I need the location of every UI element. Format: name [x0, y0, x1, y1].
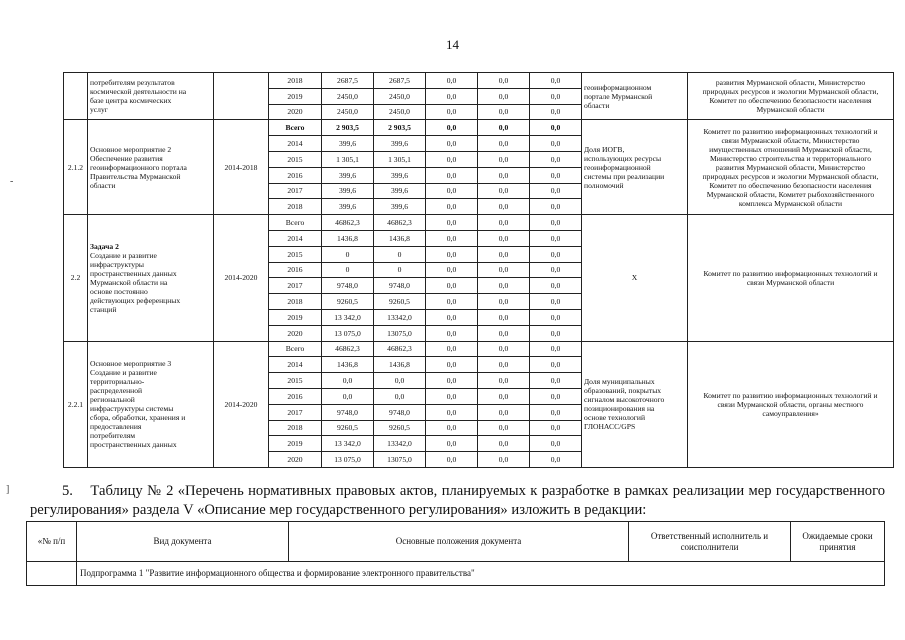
value-cell: 1 305,1 — [322, 151, 374, 167]
value-cell: 0,0 — [426, 262, 478, 278]
period: 2014-2020 — [214, 341, 269, 467]
target-indicator-line: геоинформационной — [584, 162, 651, 172]
year-cell: Всего — [269, 341, 322, 357]
value-cell: 9748,0 — [374, 278, 426, 294]
responsible-executor-line: Комитет по обеспечению безопасности населения — [709, 180, 872, 190]
year-cell: 2019 — [269, 436, 322, 452]
value-cell: 0,0 — [530, 373, 582, 389]
value-cell: 0,0 — [530, 104, 582, 120]
value-cell: 0,0 — [478, 199, 530, 215]
activity-name-line: сбора, обработки, хранения и — [90, 413, 186, 423]
responsible-executor-line: Мурманской области — [756, 105, 825, 115]
year-cell: 2015 — [269, 151, 322, 167]
value-cell: 399,6 — [322, 183, 374, 199]
year-cell: Всего — [269, 215, 322, 231]
value-cell: 2687,5 — [322, 73, 374, 89]
value-cell: 0,0 — [426, 136, 478, 152]
program-activities-table — [63, 72, 894, 468]
paragraph-5: 5. Таблицу № 2 «Перечень нормативных правовых актов, планируемых к разработке в рамках реализации мер государственного регулирования» раздела V «Описание мер государственного регулирования» изложить в редакции: — [30, 483, 885, 518]
activity-name-line: Основное мероприятие 3 — [90, 359, 172, 369]
value-cell: 0,0 — [426, 373, 478, 389]
year-cell: 2014 — [269, 136, 322, 152]
target-indicator-line: системы при реализации — [584, 171, 665, 181]
value-cell: 9260,5 — [322, 420, 374, 436]
activity-name-line: потребителям результатов — [90, 78, 175, 88]
value-cell: 0,0 — [478, 167, 530, 183]
responsible-executor-line: комплекса Мурманской области — [738, 198, 843, 208]
value-cell: 9748,0 — [374, 404, 426, 420]
value-cell: 0,0 — [426, 151, 478, 167]
value-cell: 13 342,0 — [322, 309, 374, 325]
value-cell: 0,0 — [426, 309, 478, 325]
year-cell: 2018 — [269, 199, 322, 215]
value-cell: 399,6 — [374, 167, 426, 183]
value-cell: 0,0 — [322, 373, 374, 389]
value-cell: 0,0 — [426, 167, 478, 183]
year-cell: 2020 — [269, 104, 322, 120]
responsible-executor-line: Мурманской области, Комитет рыбохозяйственного — [706, 189, 875, 199]
value-cell: 0,0 — [426, 452, 478, 468]
target-indicator-line: основе технологий — [584, 413, 646, 423]
value-cell: 0,0 — [530, 73, 582, 89]
value-cell: 1 305,1 — [374, 151, 426, 167]
period: 2014-2018 — [214, 120, 269, 215]
subprogram-title: Подпрограмма 1 "Развитие информационного общества и формирование электронного правительства" — [77, 562, 885, 586]
value-cell: 0,0 — [530, 151, 582, 167]
value-cell: 399,6 — [322, 167, 374, 183]
value-cell: 0,0 — [426, 230, 478, 246]
year-cell: 2017 — [269, 404, 322, 420]
responsible-executor-line: развития Мурманской области, Министерство — [715, 162, 866, 172]
activity-name — [88, 73, 214, 120]
value-cell: 399,6 — [374, 136, 426, 152]
responsible-executor — [688, 341, 894, 467]
responsible-executor-line: имущественных отношений Мурманской области, — [709, 144, 872, 154]
target-indicator-line: использующих ресурсы — [584, 153, 662, 163]
value-cell: 0,0 — [530, 388, 582, 404]
value-cell: 9260,5 — [322, 294, 374, 310]
target-indicator — [582, 120, 688, 215]
value-cell: 9748,0 — [322, 278, 374, 294]
value-cell: 2450,0 — [374, 104, 426, 120]
target-indicator-line: Доля ИОГВ, — [584, 144, 625, 154]
table-row — [64, 341, 894, 357]
value-cell: 0,0 — [478, 357, 530, 373]
value-cell: 13075,0 — [374, 452, 426, 468]
row-number: 2.2 — [64, 215, 88, 341]
header-deadline: Ожидаемые сроки принятия — [791, 522, 885, 562]
value-cell: 0,0 — [478, 436, 530, 452]
header-num: «№ п/п — [27, 522, 77, 562]
year-cell: 2014 — [269, 357, 322, 373]
activity-name-line: Мурманской области на — [90, 277, 168, 287]
year-cell: 2020 — [269, 325, 322, 341]
responsible-executor-line: развития Мурманской области, Министерство — [715, 78, 866, 88]
responsible-executor-line: Комитет по развитию информационных технологий и — [703, 126, 878, 136]
activity-name-line: инфраструктуры системы — [90, 404, 174, 414]
year-cell: 2015 — [269, 246, 322, 262]
value-cell: 0,0 — [426, 404, 478, 420]
value-cell: 0,0 — [478, 404, 530, 420]
responsible-executor-line: самоуправления» — [762, 408, 819, 418]
table-row — [64, 73, 894, 89]
activity-name-line: инфраструктуры — [90, 259, 144, 269]
value-cell: 0,0 — [530, 167, 582, 183]
activity-name-line: Обеспечение развития — [90, 153, 163, 163]
value-cell: 0,0 — [478, 278, 530, 294]
page-number: 14 — [446, 37, 459, 52]
responsible-executor — [688, 120, 894, 215]
year-cell: 2017 — [269, 278, 322, 294]
target-indicator-line: позиционирования на — [584, 404, 655, 414]
value-cell: 0,0 — [478, 246, 530, 262]
table-row — [64, 215, 894, 231]
target-indicator-line: образований, покрытых — [584, 386, 662, 396]
value-cell: 13075,0 — [374, 325, 426, 341]
subprogram-num-cell — [27, 562, 77, 586]
value-cell: 0,0 — [478, 294, 530, 310]
target-indicator-line: геоинформационном — [584, 82, 652, 92]
activity-name-line: пространственных данных — [90, 268, 177, 278]
year-cell: 2017 — [269, 183, 322, 199]
year-cell: 2019 — [269, 88, 322, 104]
responsible-executor-line: связи Мурманской области, Министерство — [721, 135, 860, 145]
value-cell: 0,0 — [478, 88, 530, 104]
value-cell: 0,0 — [530, 136, 582, 152]
value-cell: 2450,0 — [322, 88, 374, 104]
value-cell: 0,0 — [478, 388, 530, 404]
value-cell: 2450,0 — [374, 88, 426, 104]
period: 2014-2020 — [214, 215, 269, 341]
activity-name-line: основе постоянно — [90, 286, 148, 296]
responsible-executor — [688, 73, 894, 120]
activity-name-line: базе центра космических — [90, 96, 172, 106]
value-cell: 0,0 — [530, 325, 582, 341]
period — [214, 73, 269, 120]
value-cell: 0,0 — [426, 325, 478, 341]
margin-mark-left: - — [10, 176, 14, 187]
value-cell: 0,0 — [478, 341, 530, 357]
value-cell: 0,0 — [530, 357, 582, 373]
activity-name-line: региональной — [90, 395, 135, 405]
value-cell: 0,0 — [426, 341, 478, 357]
responsible-executor-line: природных ресурсов и экологии Мурманской области, — [702, 87, 879, 97]
activity-name-line: космической деятельности на — [90, 87, 187, 97]
value-cell: 0,0 — [530, 183, 582, 199]
value-cell: 46862,3 — [322, 341, 374, 357]
year-cell: 2020 — [269, 452, 322, 468]
year-cell: 2016 — [269, 167, 322, 183]
table2-header-row — [27, 522, 885, 562]
value-cell: 2 903,5 — [374, 120, 426, 136]
header-doc-type: Вид документа — [77, 522, 289, 562]
activity-name-line: территориально- — [90, 377, 145, 387]
value-cell: 0,0 — [478, 325, 530, 341]
year-cell: 2018 — [269, 294, 322, 310]
value-cell: 399,6 — [374, 183, 426, 199]
value-cell: 0,0 — [530, 436, 582, 452]
value-cell: 0,0 — [530, 341, 582, 357]
regulatory-acts-table — [26, 521, 885, 586]
activity-name-line: потребителям — [90, 431, 136, 441]
value-cell: 0,0 — [426, 388, 478, 404]
value-cell: 399,6 — [322, 199, 374, 215]
value-cell: 0,0 — [426, 183, 478, 199]
value-cell: 0,0 — [478, 420, 530, 436]
target-indicator — [582, 73, 688, 120]
value-cell: 0 — [374, 262, 426, 278]
value-cell: 0,0 — [478, 230, 530, 246]
year-cell: 2016 — [269, 262, 322, 278]
activity-name-line: области — [90, 180, 116, 190]
value-cell: 1436,8 — [374, 230, 426, 246]
value-cell: 0,0 — [426, 420, 478, 436]
value-cell: 0,0 — [478, 104, 530, 120]
value-cell: 0,0 — [478, 309, 530, 325]
value-cell: 0,0 — [426, 278, 478, 294]
activity-name-line: услуг — [90, 105, 108, 115]
value-cell: 399,6 — [374, 199, 426, 215]
target-indicator-line: полномочий — [584, 180, 624, 190]
value-cell: 0,0 — [530, 262, 582, 278]
activity-name — [88, 215, 214, 341]
target-indicator: X — [582, 215, 688, 341]
value-cell: 1436,8 — [322, 357, 374, 373]
value-cell: 0,0 — [426, 120, 478, 136]
value-cell: 13 075,0 — [322, 325, 374, 341]
target-indicator-line: портале Мурманской — [584, 91, 653, 101]
value-cell: 13342,0 — [374, 309, 426, 325]
value-cell: 0,0 — [478, 183, 530, 199]
activity-name-line: станций — [90, 304, 117, 314]
value-cell: 0,0 — [374, 388, 426, 404]
responsible-executor-line: Комитет по обеспечению безопасности населения — [709, 96, 872, 106]
responsible-executor-line: Комитет по развитию информационных технологий и — [703, 268, 878, 278]
value-cell: 399,6 — [322, 136, 374, 152]
value-cell: 0,0 — [426, 246, 478, 262]
value-cell: 46862,3 — [322, 215, 374, 231]
value-cell: 2 903,5 — [322, 120, 374, 136]
value-cell: 0 — [374, 246, 426, 262]
responsible-executor-line: связи Мурманской области, органы местного — [717, 399, 864, 409]
activity-name-line: Создание и развитие — [90, 368, 157, 378]
value-cell: 0,0 — [530, 230, 582, 246]
value-cell: 0,0 — [426, 73, 478, 89]
value-cell: 0,0 — [374, 373, 426, 389]
value-cell: 0,0 — [530, 294, 582, 310]
value-cell: 0,0 — [530, 215, 582, 231]
value-cell: 0,0 — [478, 73, 530, 89]
responsible-executor — [688, 215, 894, 341]
value-cell: 1436,8 — [374, 357, 426, 373]
table-row — [64, 120, 894, 136]
header-responsible: Ответственный исполнитель и соисполнители — [629, 522, 791, 562]
year-cell: 2018 — [269, 420, 322, 436]
value-cell: 0,0 — [530, 120, 582, 136]
value-cell: 0 — [322, 246, 374, 262]
activity-name-line: Основное мероприятие 2 — [90, 144, 172, 154]
value-cell: 0,0 — [530, 309, 582, 325]
value-cell: 0,0 — [530, 278, 582, 294]
target-indicator-line: области — [584, 100, 610, 110]
value-cell: 46862,3 — [374, 341, 426, 357]
year-cell: 2016 — [269, 388, 322, 404]
target-indicator-line: сигналом высокоточного — [584, 395, 665, 405]
table2-subprogram-row — [27, 562, 885, 586]
activity-name — [88, 120, 214, 215]
value-cell: 0,0 — [426, 294, 478, 310]
value-cell: 0,0 — [530, 420, 582, 436]
value-cell: 13 342,0 — [322, 436, 374, 452]
responsible-executor-line: связи Мурманской области — [746, 277, 835, 287]
activity-name-line: геоинформационного портала — [90, 162, 187, 172]
year-cell: 2019 — [269, 309, 322, 325]
value-cell: 0,0 — [426, 199, 478, 215]
row-number — [64, 73, 88, 120]
responsible-executor-line: природных ресурсов и экологии Мурманской области, — [702, 171, 879, 181]
year-cell: 2018 — [269, 73, 322, 89]
value-cell: 13 075,0 — [322, 452, 374, 468]
activity-name-line: предоставления — [90, 422, 142, 432]
value-cell: 1436,8 — [322, 230, 374, 246]
value-cell: 0,0 — [426, 104, 478, 120]
value-cell: 0,0 — [530, 404, 582, 420]
activity-name-line: распределенной — [90, 386, 143, 396]
target-indicator — [582, 341, 688, 467]
margin-mark-bracket: ] — [6, 484, 10, 495]
target-indicator-line: ГЛОНАСС/GPS — [584, 422, 636, 432]
activity-name-line: Правительства Мурманской — [90, 171, 181, 181]
value-cell: 0,0 — [478, 373, 530, 389]
value-cell: 9748,0 — [322, 404, 374, 420]
year-cell: 2015 — [269, 373, 322, 389]
value-cell: 0,0 — [478, 151, 530, 167]
activity-name-bold: Задача 2 — [90, 241, 119, 251]
activity-name-line: Создание и развитие — [90, 250, 157, 260]
value-cell: 0,0 — [478, 262, 530, 278]
value-cell: 0,0 — [478, 215, 530, 231]
row-number: 2.1.2 — [64, 120, 88, 215]
activity-name — [88, 341, 214, 467]
value-cell: 13342,0 — [374, 436, 426, 452]
row-number: 2.2.1 — [64, 341, 88, 467]
value-cell: 9260,5 — [374, 420, 426, 436]
value-cell: 0,0 — [478, 452, 530, 468]
responsible-executor-line: Комитет по развитию информационных технологий и — [703, 390, 878, 400]
value-cell: 46862,3 — [374, 215, 426, 231]
value-cell: 2450,0 — [322, 104, 374, 120]
year-cell: 2014 — [269, 230, 322, 246]
value-cell: 0,0 — [322, 388, 374, 404]
target-indicator-line: Доля муниципальных — [584, 377, 655, 387]
value-cell: 0,0 — [426, 88, 478, 104]
value-cell: 0,0 — [426, 357, 478, 373]
value-cell: 0,0 — [530, 452, 582, 468]
value-cell: 0 — [322, 262, 374, 278]
value-cell: 0,0 — [426, 215, 478, 231]
header-main-provisions: Основные положения документа — [289, 522, 629, 562]
value-cell: 0,0 — [478, 120, 530, 136]
activity-name-line: пространственных данных — [90, 440, 177, 450]
value-cell: 0,0 — [530, 88, 582, 104]
year-cell: Всего — [269, 120, 322, 136]
responsible-executor-line: Министерство строительства и территориального — [710, 153, 871, 163]
value-cell: 0,0 — [478, 136, 530, 152]
value-cell: 0,0 — [530, 199, 582, 215]
value-cell: 0,0 — [426, 436, 478, 452]
value-cell: 2687,5 — [374, 73, 426, 89]
value-cell: 0,0 — [530, 246, 582, 262]
value-cell: 9260,5 — [374, 294, 426, 310]
activity-name-line: действующих референцных — [90, 295, 181, 305]
